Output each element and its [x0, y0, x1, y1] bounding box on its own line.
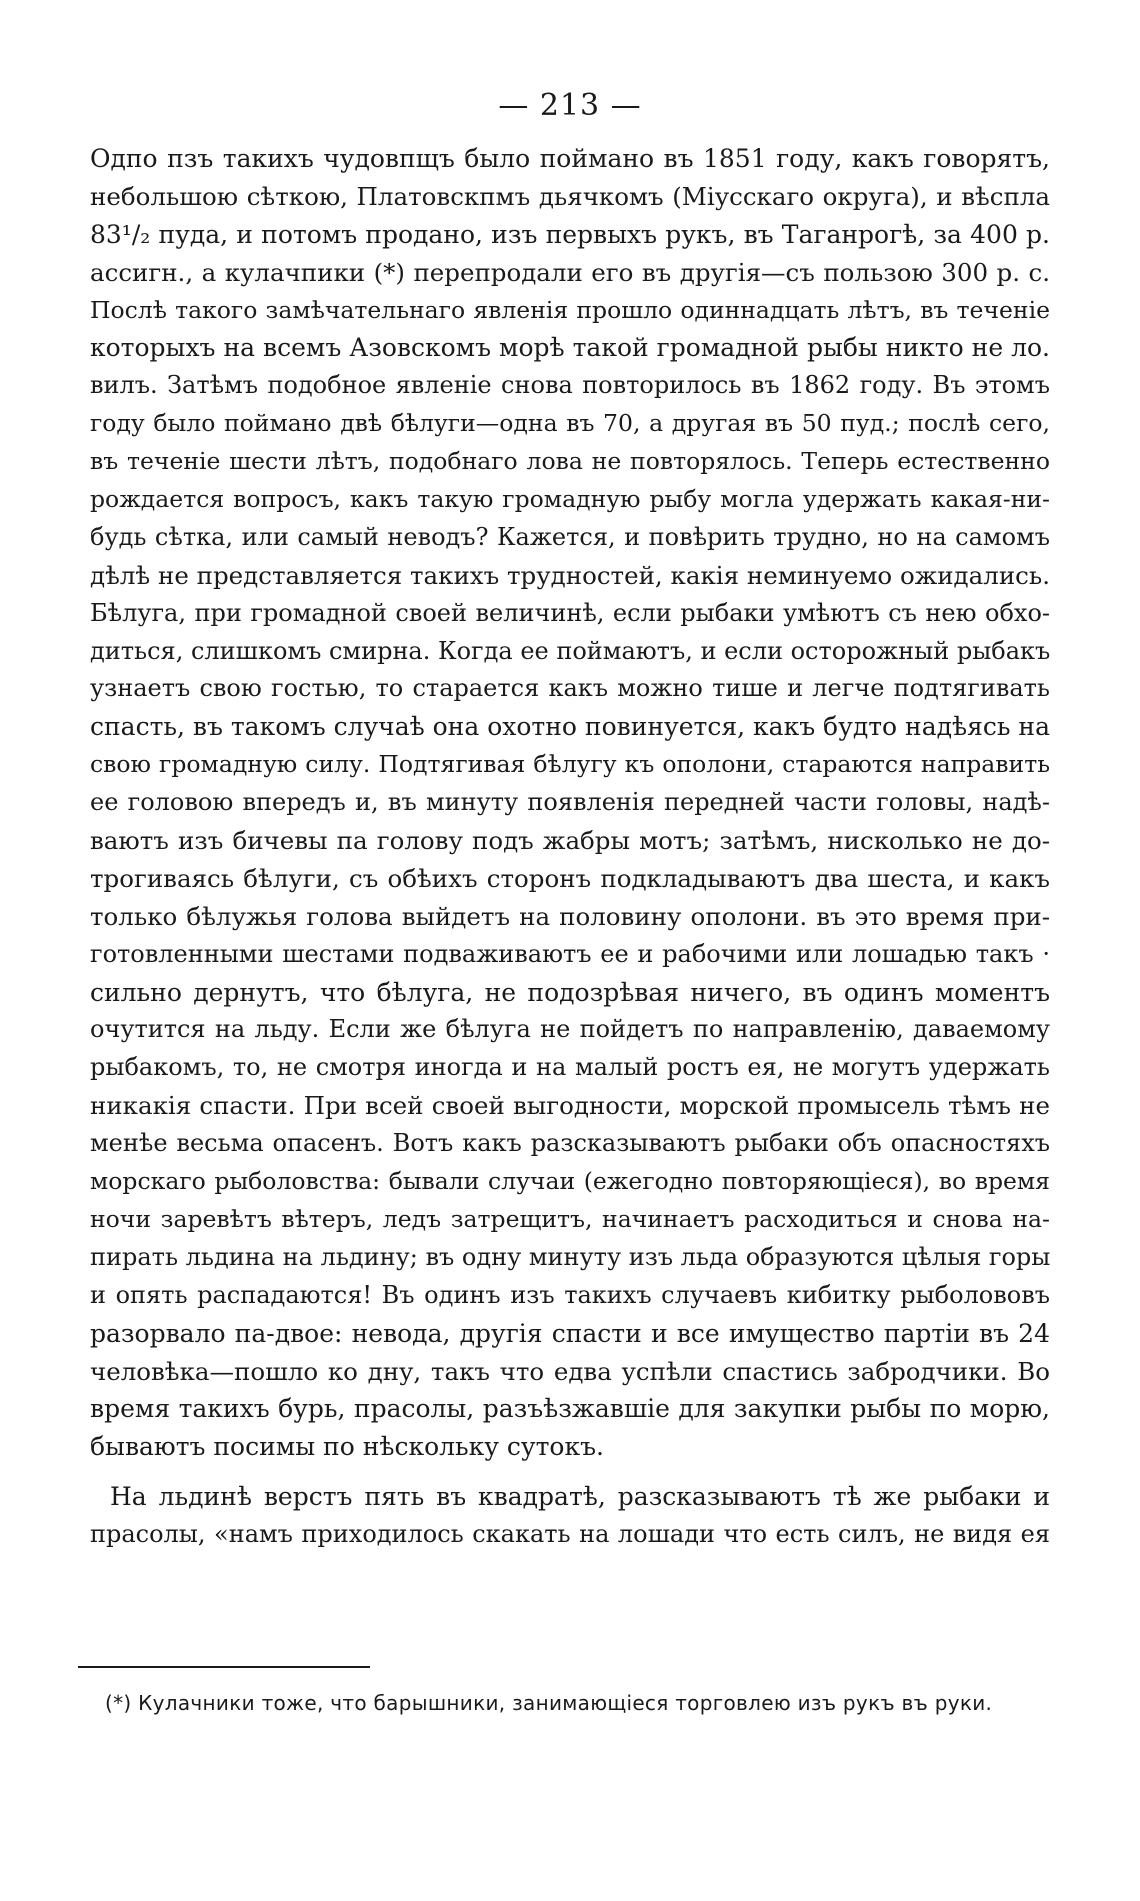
text-line: будь сѣтка, или самый неводъ? Кажется, и повѣрить трудно, но на самомъ — [90, 522, 1050, 551]
text-line: небольшою сѣткою, Платовскпмъ дьячкомъ (Міусскаго округа), и вѣспла — [90, 181, 1050, 211]
text-line: дѣлѣ не представляется такихъ трудностей, какія неминуемо ожидались. — [90, 560, 1050, 590]
text-line: готовленными шестами подваживаютъ ее и рабочими или лошадью такъ · — [90, 939, 1050, 968]
text-line: бываютъ посимы по нѣскольку сутокъ. — [90, 1432, 604, 1462]
text-line: Бѣлуга, при громадной своей величинѣ, если рыбаки умѣютъ съ нею обхо- — [90, 598, 1050, 627]
text-line: вилъ. Затѣмъ подобное явленіе снова повторилось въ 1862 году. Въ этомъ — [90, 371, 1050, 400]
text-line: которыхъ на всемъ Азовскомъ морѣ такой громадной рыбы никто не ло. — [90, 333, 1050, 363]
paragraph-1 — [90, 140, 1050, 1466]
text-line: сильно дернутъ, что бѣлуга, не подозрѣвая ничего, въ одинъ моментъ — [90, 977, 1050, 1007]
text-line: никакія спасти. При всей своей выгодности, морской промысель тѣмъ не — [90, 1091, 1050, 1121]
text-line: диться, слишкомъ смирна. Когда ее поймаютъ, и если осторожный рыбакъ — [90, 636, 1050, 665]
text-line: узнаетъ свою гостью, то старается какъ можно тише и легче подтягивать — [90, 674, 1050, 703]
text-line: ночи заревѣтъ вѣтеръ, ледъ затрещитъ, начинаетъ расходиться и снова на- — [90, 1204, 1050, 1233]
text-line: рыбакомъ, то, не смотря иногда и на малый ростъ ея, не могутъ удержать — [90, 1053, 1050, 1082]
text-line: только бѣлужья голова выйдетъ на половину ополони. въ это время при- — [90, 901, 1050, 931]
text-line: свою громадную силу. Подтягивая бѣлугу къ ополони, стараются направить — [90, 750, 1050, 779]
text-line: въ теченіе шести лѣтъ, подобнаго лова не повторялось. Теперь естественно — [90, 447, 1050, 476]
page-number: — 213 — — [498, 88, 642, 123]
text-line: 83¹/₂ пуда, и потомъ продано, изъ первыхъ рукъ, въ Таганрогѣ, за 400 р. — [90, 219, 1050, 249]
text-line: менѣе весьма опасенъ. Вотъ какъ разсказываютъ рыбаки объ опасностяхъ — [90, 1129, 1050, 1158]
text-line: пирать льдина на льдину; въ одну минуту изъ льда образуются цѣлыя горы — [90, 1242, 1050, 1271]
footnote-rule — [78, 1666, 370, 1668]
text-line: морскаго рыболовства: бывали случаи (ежегодно повторяющіеся), во время — [90, 1167, 1050, 1196]
text-line: и опять распадаются! Въ одинъ изъ такихъ случаевъ кибитку рыболововъ — [90, 1280, 1050, 1309]
text-line: очутится на льду. Если же бѣлуга не пойдетъ по направленію, даваемому — [90, 1015, 1050, 1044]
text-line: Послѣ такого замѣчательнаго явленія прошло одиннадцать лѣтъ, въ теченіе — [90, 295, 1050, 324]
paragraph-gap — [90, 1466, 1050, 1478]
text-line: время такихъ бурь, прасолы, разъѣзжавшіе для закупки рыбы по морю, — [90, 1394, 1050, 1424]
text-line: На льдинѣ верстъ пять въ квадратѣ, разсказываютъ тѣ же рыбаки и — [110, 1482, 1050, 1512]
paragraph-2 — [90, 1478, 1050, 1554]
text-line: прасолы, «намъ приходилось скакать на лошади что есть силъ, не видя ея — [90, 1520, 1050, 1549]
text-line: спасть, въ такомъ случаѣ она охотно повинуется, какъ будто надѣясь на — [90, 712, 1050, 742]
text-line: разорвало па-двое: невода, другія спасти и все имущество партіи въ 24 — [90, 1318, 1050, 1348]
body-text — [90, 140, 1050, 1554]
text-line: ее головою впередъ и, въ минуту появленія передней части головы, надѣ- — [90, 788, 1050, 817]
text-line: Одпо пзъ такихъ чудовпщъ было поймано въ 1851 году, какъ говорятъ, — [90, 144, 1050, 173]
text-line: ассигн., а кулачпики (*) перепродали его въ другія—съ пользою 300 р. с. — [90, 257, 1050, 287]
text-line: ваютъ изъ бичевы па голову подъ жабры мотъ; затѣмъ, нисколько не до- — [90, 826, 1050, 856]
text-line: человѣка—пошло ко дну, такъ что едва успѣли спастись забродчики. Во — [90, 1356, 1050, 1386]
text-line: трогиваясь бѣлуги, съ обѣихъ сторонъ подкладываютъ два шеста, и какъ — [90, 863, 1050, 893]
text-line: году было поймано двѣ бѣлуги—одна въ 70, а другая въ 50 пуд.; послѣ сего, — [90, 409, 1050, 438]
text-line: рождается вопросъ, какъ такую громадную рыбу могла удержать какая-ни- — [90, 485, 1050, 514]
footnote: (*) Кулачники тоже, что барышники, занимающіеся торговлею изъ рукъ въ руки. — [105, 1691, 993, 1715]
